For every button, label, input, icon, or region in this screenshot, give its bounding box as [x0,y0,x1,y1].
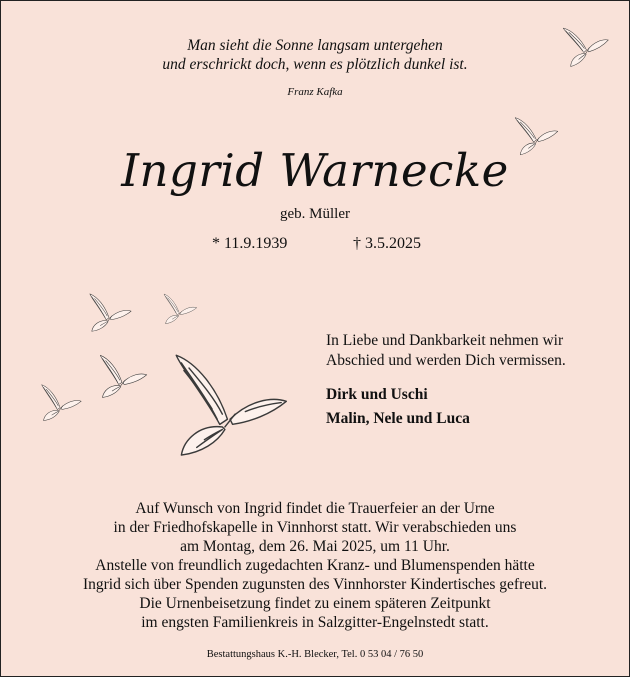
butterfly-icon [561,21,613,71]
notice-line-1: Auf Wunsch von Ingrid findet die Trauerfeier an der Urne [135,500,495,517]
funeral-home-footer: Bestattungshaus K.-H. Blecker, Tel. 0 53 04 / 76 50 [206,649,424,660]
quote-author: Franz Kafka [287,86,343,98]
birth-date: * 11.9.1939 [212,235,288,252]
deceased-name: Ingrid Warnecke [121,144,509,197]
farewell-line-1: In Liebe und Dankbarkeit nehmen wir [326,332,564,349]
notice-line-2: in der Friedhofskapelle in Vinnhorst statt. Wir verabschieden uns [113,519,517,536]
notice-line-7: im engsten Familienkreis in Salzgitter-Engelnstedt statt. [141,614,489,631]
butterfly-icon [37,381,85,427]
birth-name: geb. Müller [280,206,350,222]
quote-line-2: und erschrickt doch, wenn es plötzlich dunkel ist. [162,56,468,73]
notice-line-6: Die Urnenbeisetzung findet zu einem späteren Zeitpunkt [139,595,491,612]
mourner-2: Malin, Nele und Luca [326,410,470,427]
mourner-1: Dirk und Uschi [326,386,428,403]
farewell-line-2: Abschied und werden Dich vermissen. [326,352,566,369]
notice-line-4: Anstelle von freundlich zugedachten Kranz- und Blumenspenden hätte [95,557,535,574]
butterfly-icon [85,290,135,338]
notice-line-5: Ingrid sich über Spenden zugunsten des Vinnhorster Kindertisches gefreut. [82,576,548,593]
butterfly-icon [159,345,301,473]
butterfly-icon [161,291,199,329]
quote-line-1: Man sieht die Sonne langsam untergehen [187,37,443,54]
butterfly-icon [95,351,151,405]
notice-line-3: am Montag, dem 26. Mai 2025, um 11 Uhr. [180,538,450,555]
death-date: † 3.5.2025 [353,235,421,252]
butterfly-icon [513,112,561,160]
